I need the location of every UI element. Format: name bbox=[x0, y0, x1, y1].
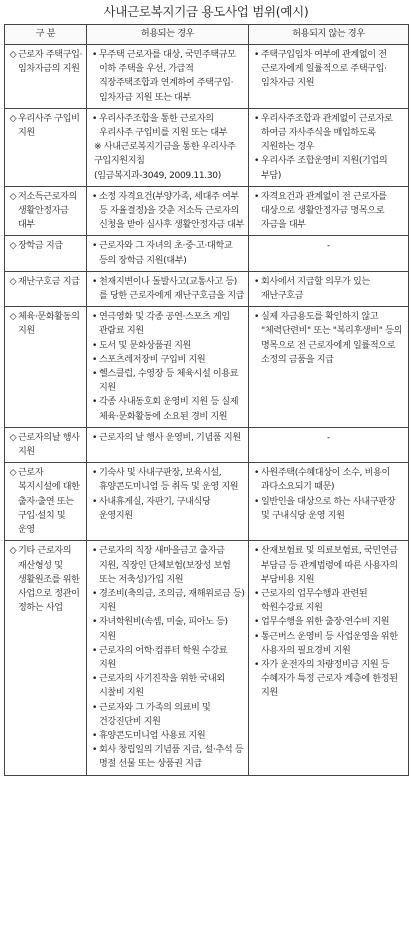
list-item bbox=[90, 729, 245, 743]
not-allowed-cell bbox=[249, 463, 409, 541]
diamond-icon: ◇ bbox=[9, 113, 17, 124]
category-cell bbox=[5, 108, 87, 186]
table-row bbox=[5, 236, 409, 271]
list-item bbox=[90, 743, 245, 771]
list-item bbox=[252, 275, 405, 303]
bullet-icon: • bbox=[253, 468, 259, 479]
not-allowed-cell bbox=[249, 271, 409, 306]
bullet-icon: • bbox=[91, 354, 97, 365]
allowed-cell bbox=[87, 186, 249, 236]
diamond-icon: ◇ bbox=[9, 312, 17, 323]
list-item bbox=[252, 48, 405, 91]
list-item bbox=[90, 367, 245, 395]
list-item bbox=[90, 395, 245, 423]
table-header-row bbox=[5, 25, 409, 45]
item-list bbox=[90, 466, 245, 523]
item-list bbox=[90, 310, 245, 424]
category-cell bbox=[5, 427, 87, 462]
list-item-text: 휴양콘도미니엄 사용료 지원 bbox=[99, 730, 206, 741]
item-list bbox=[252, 275, 405, 303]
bullet-icon: • bbox=[253, 156, 259, 167]
category bbox=[8, 544, 83, 615]
list-item bbox=[90, 672, 245, 700]
bullet-icon: • bbox=[91, 369, 97, 380]
bullet-icon: • bbox=[91, 340, 97, 351]
table-row bbox=[5, 45, 409, 109]
list-item-text: 근로자와 그 가족의 의료비 및 건강진단비 지원 bbox=[99, 702, 211, 727]
header-not-allowed: 허용되지 않는 경우 bbox=[249, 25, 409, 45]
bullet-icon: • bbox=[91, 674, 97, 685]
category-cell bbox=[5, 271, 87, 306]
diamond-icon: ◇ bbox=[9, 191, 17, 202]
diamond-icon: ◇ bbox=[9, 546, 17, 557]
item-list bbox=[90, 275, 245, 303]
list-item-text: 소정 자격요건(부양가족, 세대주 여부 등 자율결정)을 갖춘 저소득 근로자의 신청을 받아 심사후 생활안정자금 대부 bbox=[99, 191, 245, 231]
list-item bbox=[252, 658, 405, 701]
list-item-text: 무주택 근로자를 대상, 국민주택규모 이하 주택을 우선, 가급적 직장주택조합과 연계하여 주택구입·임차자금 지원 또는 대부 bbox=[99, 50, 236, 103]
bullet-icon: • bbox=[91, 730, 97, 741]
empty-dash: - bbox=[327, 432, 330, 443]
list-item-text: 우리사주조합과 관계없이 근로자로 하여금 자사주식을 매입하도록 지원하는 경우 bbox=[261, 113, 393, 153]
list-item bbox=[90, 644, 245, 672]
allowed-cell bbox=[87, 427, 249, 462]
list-item bbox=[252, 154, 405, 182]
bullet-icon: • bbox=[253, 113, 259, 124]
item-list bbox=[252, 466, 405, 523]
item-list bbox=[90, 190, 245, 233]
category-cell bbox=[5, 45, 87, 109]
category-label: 저소득근로자의 생활안정자금 대부 bbox=[18, 191, 78, 231]
category-label: 기타 근로자의 재산형성 및 생활원조를 위한 사업으로 정관이 정하는 사업 bbox=[18, 546, 80, 614]
category-label: 우리사주 구입비 지원 bbox=[18, 113, 80, 139]
category-label: 근로자 복지시설에 대한 출자·출연 또는 구입·설치 및 운영 bbox=[18, 468, 80, 536]
table-row bbox=[5, 186, 409, 236]
bullet-icon: • bbox=[91, 468, 97, 479]
not-allowed-cell bbox=[249, 307, 409, 428]
bullet-icon: • bbox=[253, 276, 259, 287]
list-item bbox=[90, 615, 245, 643]
bullet-icon: • bbox=[253, 659, 259, 670]
list-item-text: 업무수행을 위한 출장·연수비 지원 bbox=[261, 617, 390, 628]
list-item-text: 주택구입임차 여부에 관계없이 전 근로자에게 일률적으로 주택구입·임차자금 지원 bbox=[261, 50, 387, 89]
allowed-cell bbox=[87, 463, 249, 541]
bullet-icon: • bbox=[91, 617, 97, 628]
allowed-cell bbox=[87, 541, 249, 775]
diamond-icon: ◇ bbox=[9, 50, 17, 60]
bullet-icon: • bbox=[91, 113, 97, 124]
list-item-text: 회사 창립일의 기념품 지급, 설·추석 등 명절 선물 또는 상품권 지급 bbox=[99, 745, 244, 770]
table-row bbox=[5, 108, 409, 186]
list-item-text: 사원주택(수혜대상이 소수, 비용이 과다소요되기 때문) bbox=[261, 468, 390, 493]
list-item-text: 천재지변이나 돌발사고(교통사고 등)를 당한 근로자에게 재난구호금을 지급 bbox=[99, 276, 245, 302]
category-cell bbox=[5, 307, 87, 428]
bullet-icon: • bbox=[253, 631, 259, 642]
list-item-text: 근로자의 직장 새마을금고 출자금 지원, 직장인 단체보험(보장성 보험 또는 저축성)가입 지원 bbox=[99, 546, 231, 585]
header-allowed: 허용되는 경우 bbox=[87, 25, 249, 45]
diamond-icon: ◇ bbox=[9, 432, 17, 443]
item-list bbox=[90, 112, 245, 140]
list-item bbox=[90, 339, 245, 353]
bullet-icon: • bbox=[253, 312, 259, 323]
bullet-icon: • bbox=[91, 588, 97, 599]
diamond-icon: ◇ bbox=[9, 276, 17, 287]
item-list bbox=[90, 431, 245, 445]
diamond-icon: ◇ bbox=[9, 468, 17, 479]
bullet-icon: • bbox=[91, 241, 97, 252]
list-item bbox=[90, 239, 245, 267]
list-item-text: 근로자의 날 행사 운영비, 기념품 지원 bbox=[99, 432, 241, 443]
category bbox=[8, 431, 83, 459]
bullet-icon: • bbox=[253, 617, 259, 628]
category bbox=[8, 466, 83, 537]
item-list bbox=[90, 239, 245, 267]
category bbox=[8, 112, 83, 140]
list-item bbox=[90, 112, 245, 140]
list-item bbox=[252, 495, 405, 523]
not-allowed-cell bbox=[249, 108, 409, 186]
not-allowed-cell bbox=[249, 45, 409, 109]
item-list bbox=[252, 544, 405, 700]
bullet-icon: • bbox=[91, 191, 97, 202]
list-item-text: 일반인을 대상으로 하는 사내구판장 및 구내식당 운영 지원 bbox=[261, 496, 396, 521]
list-item-text: 헬스클럽, 수영장 등 체육시설 이용료 지원 bbox=[99, 369, 239, 394]
list-item-text: 근로자의 어학·컴퓨터 학원 수강료 지원 bbox=[99, 645, 228, 670]
allowed-reference: (임금복지과-3049, 2009.11.30) bbox=[94, 170, 221, 181]
category bbox=[8, 275, 83, 289]
bullet-icon: • bbox=[91, 397, 97, 408]
list-item bbox=[252, 466, 405, 494]
item-list bbox=[90, 48, 245, 105]
category-label: 근로자의날 행사 지원 bbox=[18, 432, 80, 458]
category-cell bbox=[5, 463, 87, 541]
policy-table bbox=[4, 24, 409, 776]
list-item bbox=[90, 353, 245, 367]
item-list bbox=[252, 48, 405, 91]
list-item bbox=[252, 615, 405, 629]
list-item-text: 우리사주조합을 통한 근로자의 우리사주 구입비를 지원 또는 대부 bbox=[99, 113, 228, 139]
bullet-icon: • bbox=[91, 50, 97, 60]
allowed-cell bbox=[87, 108, 249, 186]
category-label: 재난구호금 지급 bbox=[18, 276, 80, 287]
bullet-icon: • bbox=[91, 702, 97, 713]
bullet-icon: • bbox=[91, 645, 97, 656]
bullet-icon: • bbox=[91, 745, 97, 756]
category bbox=[8, 48, 83, 76]
not-allowed-cell bbox=[249, 186, 409, 236]
bullet-icon: • bbox=[253, 588, 259, 599]
category-label: 체육·문화활동의 지원 bbox=[18, 312, 80, 337]
list-item-text: 근로자의 사기진작을 위한 국내외 시찰비 지원 bbox=[99, 674, 225, 699]
table-body bbox=[5, 45, 409, 776]
list-item bbox=[90, 431, 245, 445]
table-row bbox=[5, 463, 409, 541]
list-item-text: 자가 운전자의 차량정비금 지원 등 수혜자가 특정 근로자 계층에 한정된 지원 bbox=[261, 659, 398, 699]
bullet-icon: • bbox=[91, 432, 97, 443]
list-item bbox=[252, 544, 405, 587]
bullet-icon: • bbox=[253, 191, 259, 202]
bullet-icon: • bbox=[91, 276, 97, 287]
list-item bbox=[252, 587, 405, 615]
list-item-text: 근로자와 그 자녀의 초·중·고·대학교 등의 장학금 지원(대부) bbox=[99, 241, 233, 266]
item-list bbox=[252, 112, 405, 183]
list-item-text: 경조비(축의금, 조의금, 재해위로금 등) 지원 bbox=[99, 588, 245, 614]
category-cell bbox=[5, 236, 87, 271]
list-item-text: 도서 및 문화상품권 지원 bbox=[99, 340, 191, 351]
table-row bbox=[5, 271, 409, 306]
list-item bbox=[252, 630, 405, 658]
list-item bbox=[90, 544, 245, 587]
category-label: 장학금 지급 bbox=[18, 241, 63, 252]
category-label: 근로자 주택구입·임차자금의 지원 bbox=[18, 50, 83, 75]
bullet-icon: • bbox=[91, 546, 97, 557]
allowed-cell bbox=[87, 236, 249, 271]
list-item bbox=[90, 190, 245, 233]
category-cell bbox=[5, 541, 87, 775]
allowed-cell bbox=[87, 271, 249, 306]
allowed-cell bbox=[87, 307, 249, 428]
allowed-note: ※ 사내근로복지기금을 통한 우리사주 구입지원지침 bbox=[94, 142, 236, 167]
bullet-icon: • bbox=[91, 496, 97, 507]
list-item bbox=[252, 190, 405, 233]
not-allowed-cell bbox=[249, 427, 409, 462]
bullet-icon: • bbox=[91, 312, 97, 323]
item-list bbox=[252, 310, 405, 367]
list-item-text: 우리사주 조합운영비 지원(기업의 부담) bbox=[261, 156, 388, 181]
list-item bbox=[90, 495, 245, 523]
list-item bbox=[90, 275, 245, 303]
table-row bbox=[5, 541, 409, 775]
table-row bbox=[5, 307, 409, 428]
list-item bbox=[90, 587, 245, 615]
list-item bbox=[252, 112, 405, 155]
category bbox=[8, 239, 83, 253]
item-list bbox=[90, 544, 245, 771]
list-item-text: 연극영화 및 각종 공연·스포츠 게임 관람료 지원 bbox=[99, 312, 230, 337]
list-item-text: 통근버스 운영비 등 사업운영을 위한 사용자의 필요경비 지원 bbox=[261, 631, 398, 656]
bullet-icon: • bbox=[253, 50, 259, 60]
category-cell bbox=[5, 186, 87, 236]
table-row bbox=[5, 427, 409, 462]
bullet-icon: • bbox=[253, 496, 259, 507]
item-list bbox=[252, 190, 405, 233]
list-item-text: 자녀학원비(속셈, 미술, 피아노 등) 지원 bbox=[99, 617, 228, 642]
list-item-text: 각종 사내동호회 운영비 지원 등 실제 체육·문화활동에 소요된 경비 지원 bbox=[99, 397, 239, 422]
list-item-text: 산재보험료 및 의료보험료, 국민연금 부담금 등 관계법령에 따른 사용자의 부담비용 지원 bbox=[261, 546, 398, 585]
list-item-text: 자격요건과 관계없이 전 근로자를 대상으로 생활안정자금 명목으로 자금을 대부 bbox=[261, 191, 387, 231]
list-item-text: 스포츠레저장비 구입비 지원 bbox=[99, 354, 206, 365]
list-item-text: 기숙사 및 사내구판장, 보육시설, 휴양콘도미니엄 등 취득 및 운영 지원 bbox=[99, 468, 239, 493]
list-item-text: 근로자의 업무수행과 관련된 학원수강료 지원 bbox=[261, 588, 368, 614]
document-title: 사내근로복지기금 용도사업 범위(예시) bbox=[103, 4, 309, 19]
empty-dash: - bbox=[327, 241, 330, 252]
list-item bbox=[252, 310, 405, 367]
not-allowed-cell bbox=[249, 541, 409, 775]
header-category: 구 분 bbox=[5, 25, 87, 45]
list-item-text: 실제 자금용도를 확인하지 않고 "체력단련비" 또는 "복리후생비" 등의 명목으로 전 근로자에게 일률적으로 소정의 금품을 지급 bbox=[261, 312, 403, 365]
not-allowed-cell bbox=[249, 236, 409, 271]
category bbox=[8, 310, 83, 338]
list-item bbox=[90, 466, 245, 494]
allowed-cell bbox=[87, 45, 249, 109]
list-item-text: 사내휴게실, 자판기, 구내식당 운영지원 bbox=[99, 496, 211, 521]
list-item bbox=[90, 310, 245, 338]
list-item bbox=[90, 48, 245, 105]
bullet-icon: • bbox=[253, 546, 259, 557]
diamond-icon: ◇ bbox=[9, 241, 17, 252]
category bbox=[8, 190, 83, 233]
list-item bbox=[90, 701, 245, 729]
list-item-text: 회사에서 지급할 의무가 있는 재난구호금 bbox=[261, 276, 370, 302]
